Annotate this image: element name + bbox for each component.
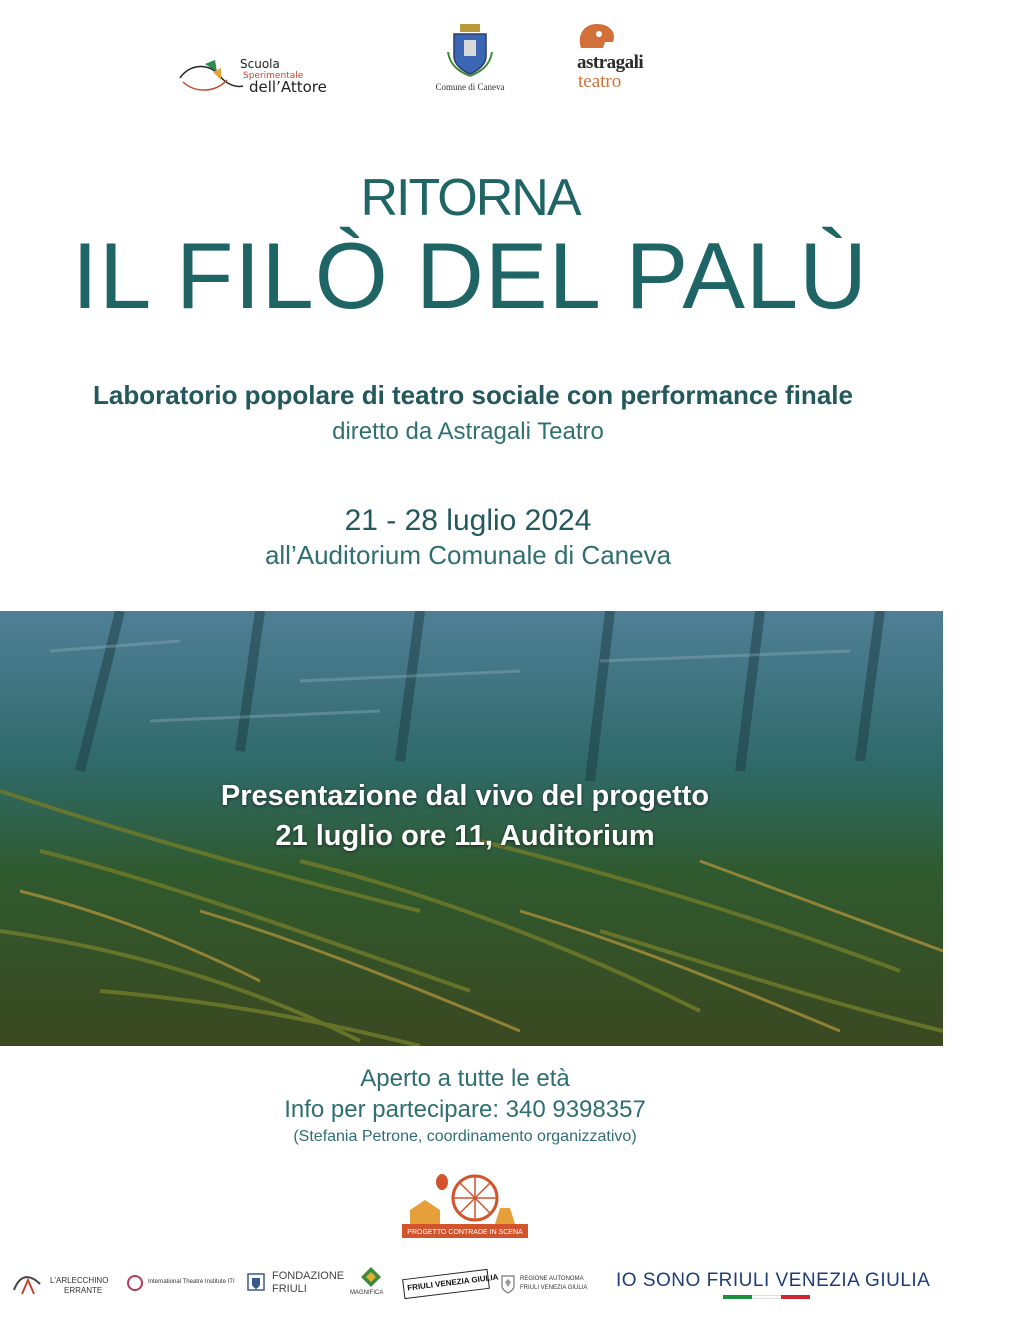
main-title: IL FILÒ DEL PALÙ <box>71 223 869 328</box>
logo-comune-caneva <box>420 22 520 98</box>
flag-green <box>723 1295 752 1299</box>
flag-white <box>752 1295 781 1299</box>
title-kicker: RITORNA <box>360 169 580 227</box>
director-line: diretto da Astragali Teatro <box>332 418 604 445</box>
open-to-all-ages: Aperto a tutte le età <box>360 1065 570 1092</box>
regione-eagle-icon <box>500 1274 516 1294</box>
event-dates: 21 - 28 luglio 2024 <box>344 504 592 537</box>
logo-fondazione-friuli <box>246 1266 345 1302</box>
regione-line1: REGIONE AUTONOMA <box>520 1276 584 1282</box>
logo-astragali-line1: astragali <box>577 52 644 73</box>
magnifica-label: MAGNIFICA <box>350 1290 384 1296</box>
logo-arlecchino-errante <box>12 1266 117 1302</box>
iti-icon <box>126 1274 144 1292</box>
italian-flag-bar <box>723 1295 810 1299</box>
presentation-line1: Presentazione dal vivo del progetto <box>220 780 710 812</box>
presentation-line2: 21 luglio ore 11, Auditorium <box>275 820 655 852</box>
harlequin-icon <box>12 1270 42 1296</box>
iti-label: International Theatre Institute ITI <box>148 1279 235 1285</box>
logo-magnifica <box>350 1266 392 1302</box>
fvg-tag-label: FRIULI VENEZIA GIULIA <box>406 1272 499 1293</box>
subtitle: Laboratorio popolare di teatro sociale con performance finale <box>93 380 853 410</box>
astragali-head-icon <box>575 22 621 52</box>
arlecchino-line1: L'ARLECCHINO <box>50 1276 109 1285</box>
io-sono-fvg-label: IO SONO FRIULI VENEZIA GIULIA <box>616 1270 931 1291</box>
logo-scuola-sperimentale-attore <box>175 52 375 102</box>
logo-astragali-teatro <box>575 22 675 94</box>
logo-caneva-caption: Comune di Caneva <box>435 82 505 92</box>
magnifica-diamond-icon <box>360 1266 382 1288</box>
logo-contrade-in-scena <box>400 1170 530 1240</box>
flag-red <box>781 1295 810 1299</box>
contrade-label: PROGETTO CONTRADE IN SCENA <box>407 1229 523 1236</box>
logo-international-theatre-institute <box>126 1266 236 1302</box>
kite-icon <box>175 58 245 98</box>
participation-info: Info per partecipare: 340 9398357 <box>284 1096 646 1123</box>
fondazione-line1: FONDAZIONE <box>272 1270 345 1282</box>
logo-ssa-line1: Scuola <box>240 57 280 71</box>
logo-ssa-line3: dell’Attore <box>249 78 327 96</box>
ferris-wheel-icon <box>400 1170 530 1240</box>
fondazione-line2: FRIULI <box>272 1283 307 1295</box>
logo-regione-fvg <box>500 1266 594 1302</box>
coat-of-arms-icon <box>446 22 494 78</box>
regione-line2: FRIULI VENEZIA GIULIA <box>520 1285 588 1291</box>
arlecchino-line2: ERRANTE <box>64 1286 103 1295</box>
fondazione-shield-icon <box>246 1272 266 1292</box>
logo-astragali-line2: teatro <box>578 71 622 92</box>
logo-friuli-venezia-giulia-tag <box>403 1266 499 1302</box>
coordinator-note: (Stefania Petrone, coordinamento organizzativo) <box>293 1128 637 1145</box>
logo-ssa-line2: Sperimentale <box>243 71 304 81</box>
event-venue: all’Auditorium Comunale di Caneva <box>264 540 672 570</box>
